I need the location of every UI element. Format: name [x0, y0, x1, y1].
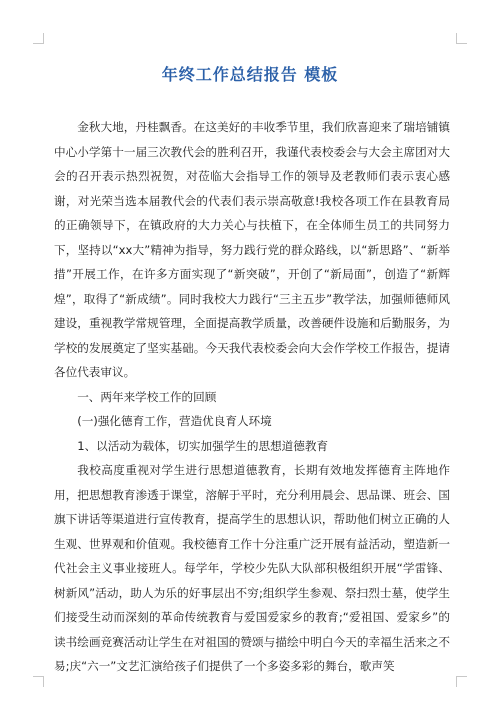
- crop-mark-top-right-h: [456, 43, 467, 44]
- crop-mark-top-right-v: [456, 33, 457, 44]
- paragraph-moral-education: 我校高度重视对学生进行思想道德教育，长期有效地发挥德育主阵地作用，把思想教育渗透于课堂，溶解于平时，充分利用晨会、思品课、班会、国旗下讲话等渠道进行宣传教育，提高学生的思想认识，帮助他们树立正确的人生观、世界观和价值观。我校德育工作十分注重广泛开展有益活动，塑造新一代社会主义事业接班人。每学年，学校少先队大队部积极组织开展“学雷锋、树新风”活动，助人为乐的好事层出不穷;组织学生参观、祭扫烈士墓，使学生们接受生动而深刻的革命传统教育与爱国爱家乡的教育;“爱祖国、爱家乡”的读书绘画竞赛活动让学生在对祖国的赞颂与描绘中明白今天的幸福生活来之不易;庆“六一”文艺汇演给孩子们提供了一个多姿多彩的舞台，歌声笑: [54, 463, 450, 673]
- crop-mark-bottom-right-v: [456, 676, 457, 687]
- paragraph-intro: 金秋大地，丹桂飘香。在这美好的丰收季节里，我们欣喜迎来了瑞培铺镇中心小学第十一届三次教代会的胜利召开，我谨代表校委会与大会主席团对大会的召开表示热烈祝贺，对莅临大会指导工作的领导及老教师们表示衷心感谢，对光荣当选本届教代会的代表们表示崇高敬意!我校各项工作在县教育局的正确领导下，在镇政府的大力关心与扶植下，在全体师生员工的共同努力下，坚持以“xx大”精神为指导，努力践行党的群众路线，以“新思路”、“新举措”开展工作，在许多方面实现了“新突破”，开创了“新局面”，创造了“新辉煌”，取得了“新成绩”。同时我校大力践行“三主五步”教学法，加强师德师风建设，重视教学常规管理，全面提高教学质量，改善硬件设施和后勤服务，为学校的发展奠定了坚实基础。今天我代表校委会向大会作学校工作报告，提请各位代表审议。: [54, 120, 450, 379]
- document-body: [54, 115, 450, 679]
- crop-mark-bottom-left-v: [43, 676, 44, 687]
- crop-mark-bottom-right-h: [456, 676, 467, 677]
- crop-mark-top-left-v: [43, 33, 44, 44]
- subsection-heading: (一)强化德育工作，营造优良育人环境: [77, 414, 272, 428]
- section-heading: 一、两年来学校工作的回顾: [77, 389, 217, 404]
- document-title: 年终工作总结报告 模板: [161, 65, 339, 84]
- item-heading: 1、以活动为载体，切实加强学生的思想道德教育: [77, 438, 329, 453]
